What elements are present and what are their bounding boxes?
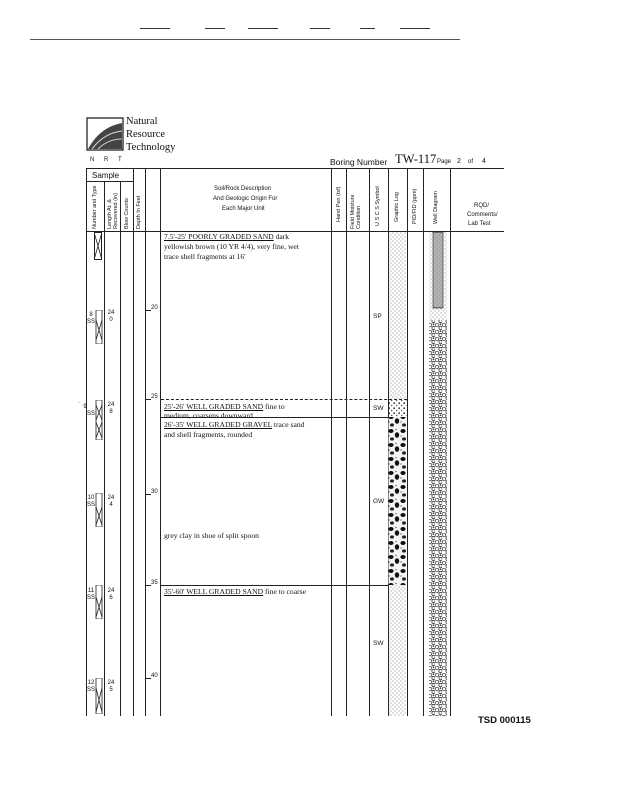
description-layer-1-heading: 7.5'-25' POORLY GRADED SAND: [164, 232, 274, 241]
col-line-5: [145, 168, 146, 716]
description-clay-note: grey clay in shoe of split spoon: [164, 531, 259, 540]
uscs-symbol-3: GW: [373, 498, 385, 505]
description-layer-3-heading: 26'-35' WELL GRADED GRAVEL: [164, 420, 272, 429]
sample-11-label: [86, 588, 96, 602]
well-diagram: [428, 232, 448, 716]
sample-marker-10: [95, 493, 103, 527]
description-layer-1-line3: trace shell fragments at 16': [164, 252, 246, 261]
col-line-3: [120, 181, 121, 716]
graphic-log-header: Graphic Log: [394, 192, 400, 222]
rqd-header-line3: Lab Test: [468, 221, 491, 227]
sample-10-length: [105, 495, 117, 509]
col-line-9: [369, 168, 370, 716]
depth-label-20: 20: [151, 305, 158, 311]
company-name-line1: Natural: [126, 116, 158, 127]
uscs-header: U S C S Symbol: [375, 186, 381, 226]
top-dash-5: [360, 28, 375, 29]
description-header-line3: Each Major Unit: [222, 206, 265, 212]
sample-8-length: [105, 310, 117, 324]
sample-header: Sample: [92, 171, 120, 180]
sample-11-recovered: 6: [109, 595, 113, 601]
description-layer-1-line1: 7.5'-25' POORLY GRADED SAND dark: [164, 232, 290, 241]
sample-10-label: [86, 495, 96, 509]
sample-8-type: SS: [86, 319, 95, 325]
length-header: Length At. & Recovered (in): [107, 192, 119, 229]
sample-12-number: 12: [87, 680, 95, 686]
rqd-header-line1: RQD/: [474, 203, 489, 209]
description-layer-2-heading: 25'-26' WELL GRADED SAND: [164, 402, 264, 411]
sample-10-length-value: 24: [107, 495, 115, 501]
top-dash-2: [205, 28, 225, 29]
description-layer-3-line2: and shell fragments, rounded: [164, 430, 253, 439]
description-layer-4-line1: 35'-60' WELL GRADED SAND fine to coarse: [164, 587, 306, 596]
sample-11-type: SS: [86, 595, 95, 601]
col-line-11: [407, 168, 408, 716]
company-name-line3: Technology: [126, 142, 176, 153]
description-header-line1: Soil/Rock Description: [214, 186, 272, 192]
page-of-label: of: [468, 159, 474, 165]
top-dash-3: [248, 28, 278, 29]
initial-n: N: [90, 157, 95, 163]
col-line-8: [346, 168, 347, 716]
description-layer-1-line2: yellowish brown (10 YR 4/4), very fine, wet: [164, 242, 299, 251]
company-name-line2: Resource: [126, 129, 166, 140]
boring-number: TW-117: [395, 152, 437, 166]
depth-header: Depth In Feet: [136, 195, 142, 229]
table-top-border: [86, 168, 504, 169]
graphic-log: [388, 232, 407, 716]
sample-10-type: SS: [86, 502, 95, 508]
description-layer-4-heading: 35'-60' WELL GRADED SAND: [164, 587, 264, 596]
sample-9-label: [83, 404, 96, 418]
pid-header: PID/FID (ppm): [412, 188, 418, 224]
sample-12-type: SS: [86, 687, 95, 693]
sample-11-length-value: 24: [107, 588, 115, 594]
description-header-line2: And Geologic Origin For: [213, 196, 278, 202]
sample-9-type: SS: [86, 411, 95, 417]
margin-mark: ·: [78, 400, 80, 406]
col-line-4: [133, 168, 134, 716]
bates-number: TSD 000115: [478, 715, 531, 726]
depth-label-25: 25: [151, 394, 158, 400]
boundary-25ft: [161, 399, 407, 400]
sample-marker-9: [95, 400, 103, 440]
sample-marker-8: [95, 310, 103, 344]
col-line-2: [104, 181, 105, 716]
col-line-13: [450, 168, 451, 716]
description-layer-2-line1: 25'-26' WELL GRADED SAND fine to: [164, 402, 285, 411]
moisture-header: Field Moisture Condition: [350, 194, 362, 229]
sample-12-length-value: 24: [107, 680, 115, 686]
sample-8-length-value: 24: [107, 310, 115, 316]
sample-8-number: 8: [89, 312, 93, 318]
col-line-1: [86, 168, 87, 716]
sample-9-length-value: 24: [107, 402, 115, 408]
sample-12-label: [86, 680, 96, 694]
sample-10-number: 10: [87, 495, 95, 501]
boundary-35ft: [161, 585, 388, 586]
col-line-7: [331, 168, 332, 716]
sample-marker-12: [95, 678, 103, 714]
blow-counts-header: Blow Counts: [124, 198, 130, 229]
initial-r: R: [104, 157, 109, 163]
description-layer-2-line2: medium, coarsens downward: [164, 411, 253, 420]
page-number: 2: [457, 158, 461, 165]
sample-8-label: [86, 312, 96, 326]
uscs-symbol-1: SP: [373, 313, 382, 320]
rqd-header-line2: Comments/: [467, 212, 498, 218]
description-layer-3-line1: 26'-35' WELL GRADED GRAVEL trace sand: [164, 420, 305, 429]
initial-t: T: [118, 157, 122, 163]
sample-header-divider: [86, 181, 133, 182]
top-scan-line: [30, 39, 460, 40]
hand-pen-header: Hand Pen (tsf): [336, 186, 342, 222]
depth-label-30: 30: [151, 489, 158, 495]
boring-number-label: Boring Number: [330, 157, 388, 167]
sample-12-length: [105, 680, 117, 694]
sample-10-recovered: 4: [109, 502, 113, 508]
page-total: 4: [482, 158, 486, 165]
sample-marker-11: [95, 585, 103, 619]
well-header: Well Diagram: [433, 191, 439, 224]
top-dash-4: [310, 28, 330, 29]
sample-11-length: [105, 588, 117, 602]
sample-8-recovered: 0: [109, 317, 113, 323]
top-dash-6: [400, 28, 430, 29]
number-type-header: Number and Type: [92, 185, 98, 229]
top-dash-1: [140, 28, 170, 29]
uscs-symbol-2: SW: [373, 405, 384, 412]
sample-9-number: 9: [83, 404, 87, 410]
col-line-6: [160, 168, 161, 716]
company-logo: [86, 117, 124, 151]
depth-label-35: 35: [151, 580, 158, 586]
page-label: Page: [437, 159, 452, 165]
sample-11-number: 11: [87, 588, 95, 594]
sample-9-recovered: 8: [109, 409, 113, 415]
sample-12-recovered: 5: [109, 687, 113, 693]
sample-marker-top: [94, 232, 102, 260]
depth-label-40: 40: [151, 673, 158, 679]
sample-9-length: [105, 402, 117, 416]
col-line-12: [423, 168, 424, 716]
uscs-symbol-4: SW: [373, 640, 384, 647]
